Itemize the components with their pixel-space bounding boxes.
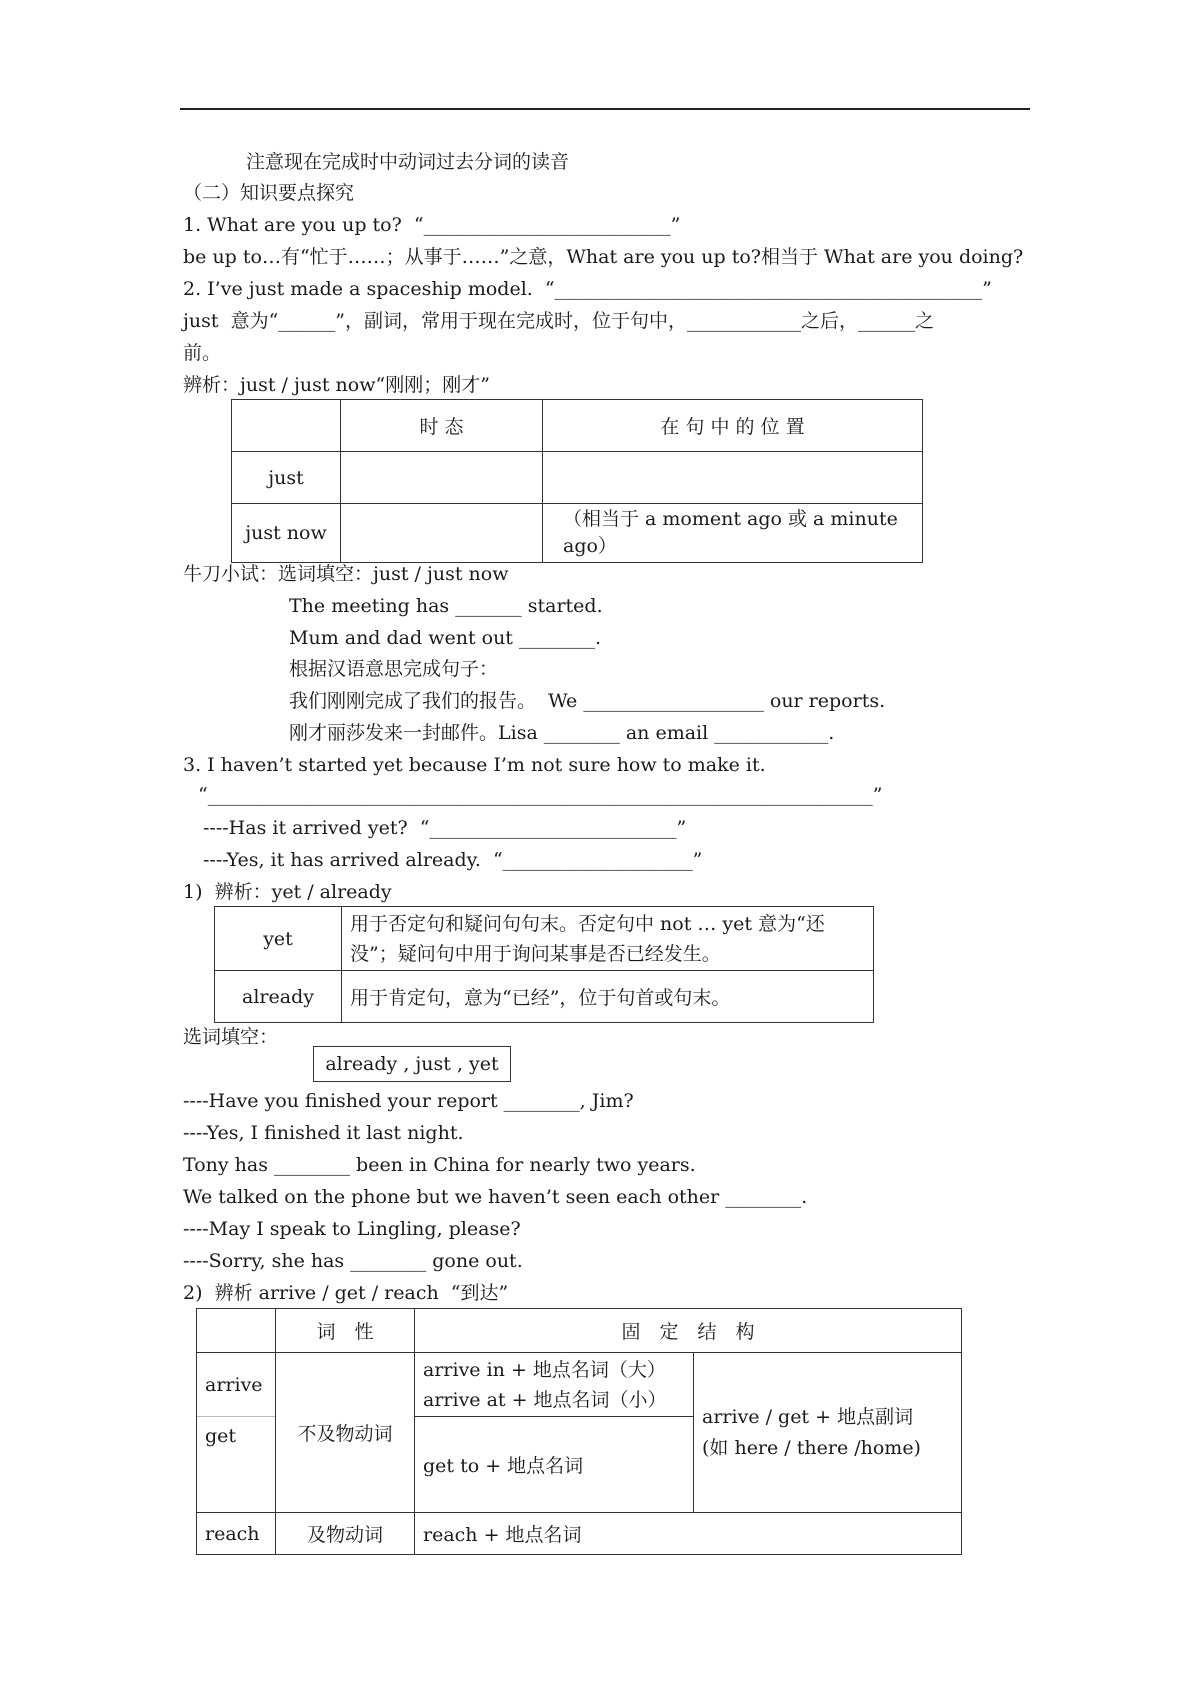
row-just-position-blank [543,452,923,504]
row-just-label: just [232,452,341,504]
row-yet-label: yet [215,907,342,971]
intro-note: 注意现在完成时中动词过去分词的读音 [246,151,570,173]
section-heading: （二）知识要点探究 [183,182,355,204]
exercise2-sentence-1: ----Have you finished your report ________, Jim? [183,1090,634,1112]
reach-structure: reach + 地点名词 [415,1513,962,1555]
row-justnow-label: just now [232,504,341,563]
point2-explanation-end: 前。 [183,342,222,364]
row-yet-text [342,907,874,971]
point1-explanation: be up to…有“忙于……；从事于……”之意，What are you up to?相当于 What are you doing? [183,246,1024,268]
exercise1-title: 牛刀小试：选词填空：just / just now [183,563,509,585]
arrive-get-reach-table [196,1308,962,1555]
arrive-at-structure: arrive at + 地点名词（小） [423,1388,667,1411]
table-corner [232,400,341,452]
exercise1-subtitle: 根据汉语意思完成句子： [289,658,499,680]
point2-question: 2. I’ve just made a spaceship model. “_____________________________________________” [183,278,992,300]
row-yet-text-line2: 没”；疑问句中用于询问某事是否已经发生。 [350,942,721,965]
exercise2-sentence-3: Tony has ________ been in China for nearly two years. [183,1154,696,1176]
row-yet-text-line1: 用于否定句和疑问句句末。否定句中 not … yet 意为“还 [350,912,825,935]
row-justnow-tense-blank [341,504,543,563]
table3-title: 2) 辨析 arrive / get / reach “到达” [183,1282,509,1304]
exercise1-sentence-3: 我们刚刚完成了我们的报告。 We ___________________ our reports. [289,690,886,712]
exercise2-sentence-2: ----Yes, I finished it last night. [183,1122,464,1144]
transitive-label: 及物动词 [276,1513,415,1555]
point3-question: 3. I haven’t started yet because I’m not sure how to make it. [183,754,766,776]
row-already-text: 用于肯定句，意为“已经”，位于句首或句末。 [342,971,874,1023]
table3-corner [197,1309,276,1353]
adverb-structure [694,1353,962,1513]
arrive-in-structure: arrive in + 地点名词（大） [423,1358,666,1381]
arrive-structures [415,1353,694,1417]
exercise1-sentence-1: The meeting has _______ started. [289,595,603,617]
exercise2-sentence-4: We talked on the phone but we haven’t seen each other ________. [183,1186,808,1208]
exercise1-sentence-4: 刚才丽莎发来一封邮件。Lisa ________ an email ____________. [289,722,835,744]
header-part-of-speech: 词 性 [276,1309,415,1353]
row-get-label: get [197,1417,276,1513]
intransitive-label: 不及物动词 [276,1353,415,1513]
exercise2-sentence-5: ----May I speak to Lingling, please? [183,1218,521,1240]
adverb-structure-line2: (如 here / there /home) [702,1436,921,1459]
table2-title: 1) 辨析：yet / already [183,881,392,903]
header-position: 在 句 中 的 位 置 [543,400,923,452]
row-already-label: already [215,971,342,1023]
row-reach-label: reach [197,1513,276,1555]
exercise2-title: 选词填空： [183,1026,279,1048]
adverb-structure-line1: arrive / get + 地点副词 [702,1405,914,1428]
just-table [231,399,923,563]
point3-blank: “______________________________________________________________________” [198,784,883,806]
get-to-structure: get to + 地点名词 [415,1417,694,1513]
point3-dialog-1: ----Has it arrived yet? “__________________________” [203,817,687,839]
yet-already-table [214,906,874,1023]
point3-dialog-2: ----Yes, it has arrived already. “____________________” [203,849,703,871]
row-justnow-position: （相当于 a moment ago 或 a minute ago） [543,504,923,563]
exercise1-sentence-2: Mum and dad went out ________. [289,627,602,649]
exercise2-sentence-6: ----Sorry, she has ________ gone out. [183,1250,523,1272]
point2-explanation: just 意为“______”，副词，常用于现在完成时，位于句中，____________之后，______之 [183,310,935,332]
header-tense: 时 态 [341,400,543,452]
header-fixed-structure: 固 定 结 构 [415,1309,962,1353]
row-just-tense-blank [341,452,543,504]
row-arrive-label: arrive [197,1353,276,1417]
word-bank-box: already , just , yet [313,1046,511,1082]
point1-question: 1. What are you up to? “__________________________” [183,214,681,236]
header-rule [180,108,1030,110]
table1-title: 辨析：just / just now“刚刚；刚才” [183,374,490,396]
